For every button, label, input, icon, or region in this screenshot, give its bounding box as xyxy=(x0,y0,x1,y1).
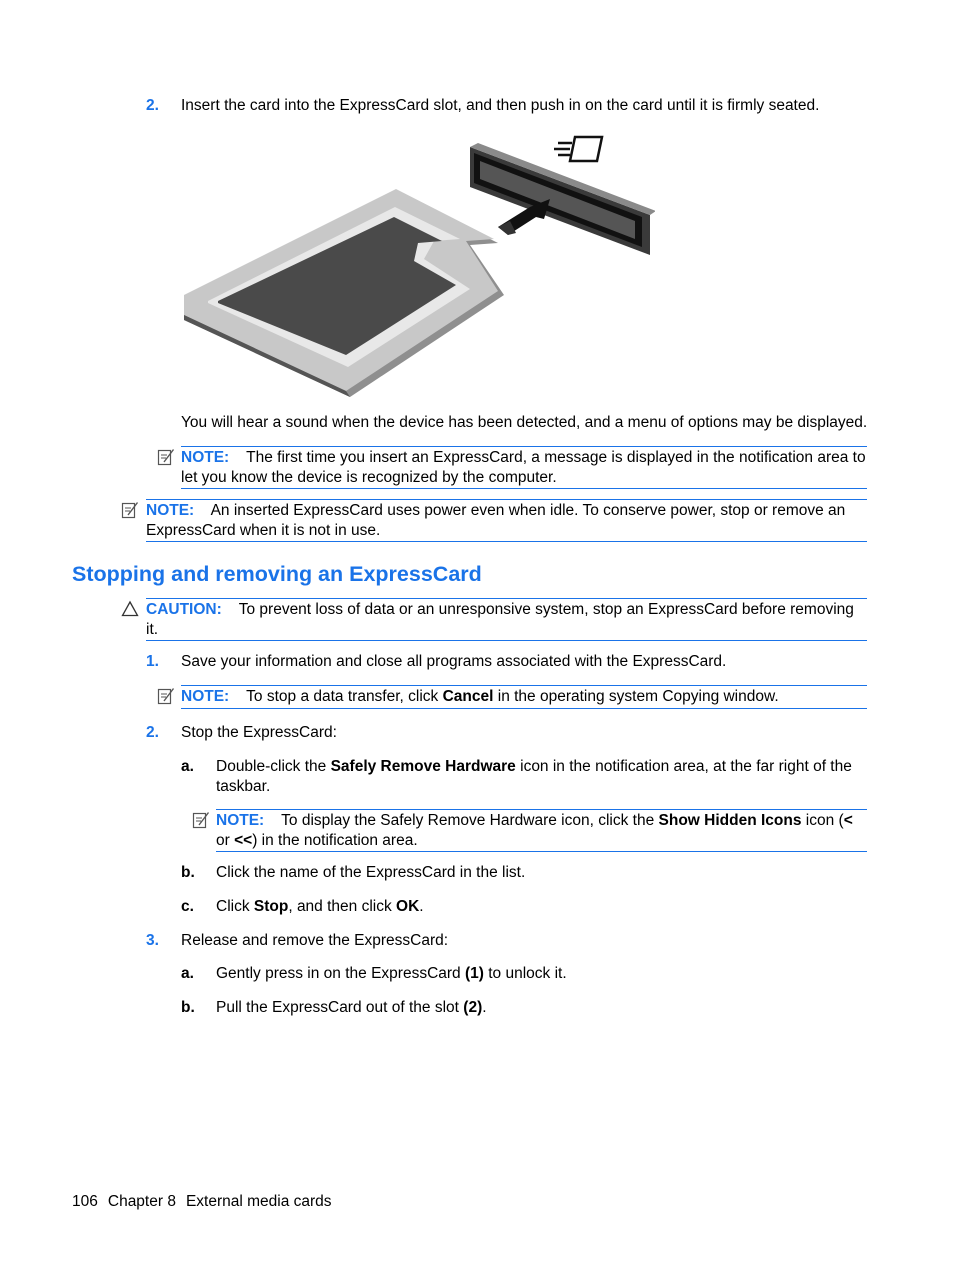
expresscard-slot xyxy=(470,143,655,255)
substep-letter: b. xyxy=(181,999,195,1016)
note-text: The first time you insert an ExpressCard, a message is displayed in the notification area to let you know the device is recognized by the computer. xyxy=(181,449,866,486)
substep-letter: a. xyxy=(181,758,194,775)
step-text: Save your information and close all programs associated with the ExpressCard. xyxy=(181,653,727,670)
substep-text: Pull the ExpressCard out of the slot (2). xyxy=(216,999,487,1016)
note-icon xyxy=(157,687,175,705)
note-box xyxy=(181,685,867,709)
substep-text: Gently press in on the ExpressCard (1) to unlock it. xyxy=(216,965,567,982)
chapter-title: External media cards xyxy=(185,1193,332,1210)
detection-info-text: You will hear a sound when the device has been detected, and a menu of options may be displayed. xyxy=(181,414,868,431)
substep-text: Double-click the Safely Remove Hardware icon in the notification area, at the far right of the taskbar. xyxy=(216,758,852,795)
section-heading: Stopping and removing an ExpressCard xyxy=(72,562,482,586)
substep-letter: a. xyxy=(181,965,194,982)
substep-letter: b. xyxy=(181,864,195,881)
page-number: 106 xyxy=(72,1193,98,1210)
note-label: NOTE: xyxy=(181,688,230,705)
note-label: NOTE: xyxy=(216,812,265,829)
note-label: NOTE: xyxy=(146,502,195,519)
chapter-label: Chapter 8 xyxy=(107,1193,176,1210)
step-text: Stop the ExpressCard: xyxy=(181,724,337,741)
note-text: To stop a data transfer, click Cancel in the operating system Copying window. xyxy=(246,688,779,705)
step-number: 3. xyxy=(146,932,159,949)
substep-text: Click the name of the ExpressCard in the list. xyxy=(216,864,526,881)
caution-box xyxy=(146,598,867,641)
caution-triangle-icon xyxy=(121,600,139,618)
note-text: An inserted ExpressCard uses power even when idle. To conserve power, stop or remove an ExpressCard when it is not in use. xyxy=(146,502,846,539)
expresscard xyxy=(184,189,504,397)
step-number: 2. xyxy=(146,724,159,741)
substep-text: Click Stop, and then click OK. xyxy=(216,898,424,915)
expresscard-insertion-illustration xyxy=(180,135,655,400)
note-icon xyxy=(192,811,210,829)
note-box xyxy=(216,809,867,852)
note-icon xyxy=(157,448,175,466)
note-text: To display the Safely Remove Hardware icon, click the Show Hidden Icons icon (< or <<) in the notification area. xyxy=(216,812,853,849)
step-number: 1. xyxy=(146,653,159,670)
caution-text: To prevent loss of data or an unresponsive system, stop an ExpressCard before removing it. xyxy=(146,601,854,638)
step-number: 2. xyxy=(146,97,159,114)
caution-label: CAUTION: xyxy=(146,601,222,618)
expresscard-symbol-icon xyxy=(554,137,602,161)
step-text: Release and remove the ExpressCard: xyxy=(181,932,449,949)
note-box xyxy=(181,446,867,489)
substep-letter: c. xyxy=(181,898,194,915)
note-box xyxy=(146,499,867,542)
page-footer xyxy=(72,1192,342,1212)
note-icon xyxy=(121,501,139,519)
step-text: Insert the card into the ExpressCard slot, and then push in on the card until it is firmly seated. xyxy=(181,97,820,114)
note-label: NOTE: xyxy=(181,449,230,466)
